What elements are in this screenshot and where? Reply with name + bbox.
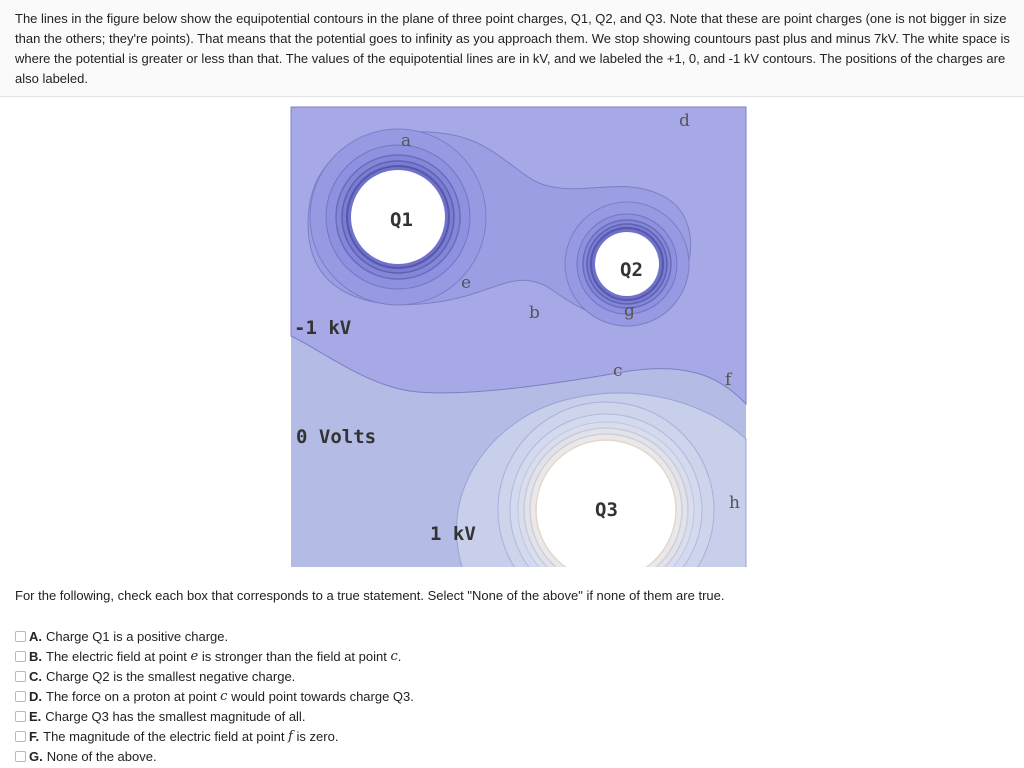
point-a-label: a	[401, 131, 412, 151]
answer-options	[15, 626, 414, 766]
problem-statement-box	[0, 0, 1024, 97]
option-b-text-pre: The electric field at point	[46, 648, 191, 664]
q1-label: Q1	[390, 209, 413, 231]
option-g-text: None of the above.	[46, 748, 157, 764]
q3-label: Q3	[595, 499, 618, 521]
option-g[interactable]	[15, 746, 414, 766]
option-d-text-pre: The force on a proton at point	[46, 688, 221, 704]
option-d-letter: D.	[29, 688, 42, 704]
minus-one-kv-label: -1 kV	[294, 317, 352, 339]
equipotential-figure	[288, 104, 748, 570]
option-c-checkbox[interactable]	[15, 671, 26, 682]
option-d-var-c: c	[220, 688, 228, 704]
zero-volts-label: 0 Volts	[296, 426, 377, 448]
option-b-var-e: e	[190, 648, 199, 664]
option-g-letter: G.	[29, 748, 43, 764]
option-a-letter: A.	[29, 628, 42, 644]
point-d-label: d	[679, 111, 690, 131]
option-b-var-c: c	[390, 648, 398, 664]
option-b-letter: B.	[29, 648, 42, 664]
plus-one-kv-label: 1 kV	[430, 523, 476, 545]
option-d-text-post: would point towards charge Q3.	[227, 688, 414, 704]
option-a-text: Charge Q1 is a positive charge.	[46, 628, 229, 644]
point-g-label: g	[624, 301, 635, 321]
option-e-text: Charge Q3 has the smallest magnitude of all.	[45, 708, 306, 724]
option-d-checkbox[interactable]	[15, 691, 26, 702]
option-f-text-pre: The magnitude of the electric field at point	[43, 728, 289, 744]
option-b-text-mid: is stronger than the field at point	[198, 648, 391, 664]
option-f-letter: F.	[29, 728, 40, 744]
option-c-text: Charge Q2 is the smallest negative charge.	[46, 668, 296, 684]
option-a[interactable]	[15, 626, 414, 646]
option-e-checkbox[interactable]	[15, 711, 26, 722]
problem-statement: The lines in the figure below show the equipotential contours in the plane of three point charges, Q1, Q2, and Q3. Note that these are point charges (one is not bigger in size than the others; they're points). That means that the potential goes to infinity as you approach them. We stop showing countours past plus and minus 7kV. The white space is where the potential is greater or less than that. The values of the equipotential lines are in kV, and we labeled the +1, 0, and -1 kV contours. The positions of the charges are also labeled.	[15, 11, 1010, 86]
option-d[interactable]	[15, 686, 414, 706]
option-a-checkbox[interactable]	[15, 631, 26, 642]
point-h-label: h	[729, 493, 740, 513]
option-e-letter: E.	[29, 708, 42, 724]
point-c-label: c	[613, 361, 623, 381]
instructions: For the following, check each box that corresponds to a true statement. Select "None of the above" if none of them are true.	[15, 588, 725, 603]
option-c[interactable]	[15, 666, 414, 686]
option-f-checkbox[interactable]	[15, 731, 26, 742]
point-e-label: e	[461, 273, 472, 293]
option-f[interactable]	[15, 726, 414, 746]
option-b-checkbox[interactable]	[15, 651, 26, 662]
option-e[interactable]	[15, 706, 414, 726]
q2-label: Q2	[620, 259, 643, 281]
point-b-label: b	[529, 303, 540, 323]
point-f-label: f	[725, 370, 732, 390]
option-b-text-end: .	[397, 648, 402, 664]
option-f-var-f: f	[288, 728, 293, 744]
option-f-text-post: is zero.	[292, 728, 339, 744]
option-c-letter: C.	[29, 668, 42, 684]
contour-plot	[288, 104, 748, 570]
option-b[interactable]	[15, 646, 414, 666]
option-g-checkbox[interactable]	[15, 751, 26, 762]
